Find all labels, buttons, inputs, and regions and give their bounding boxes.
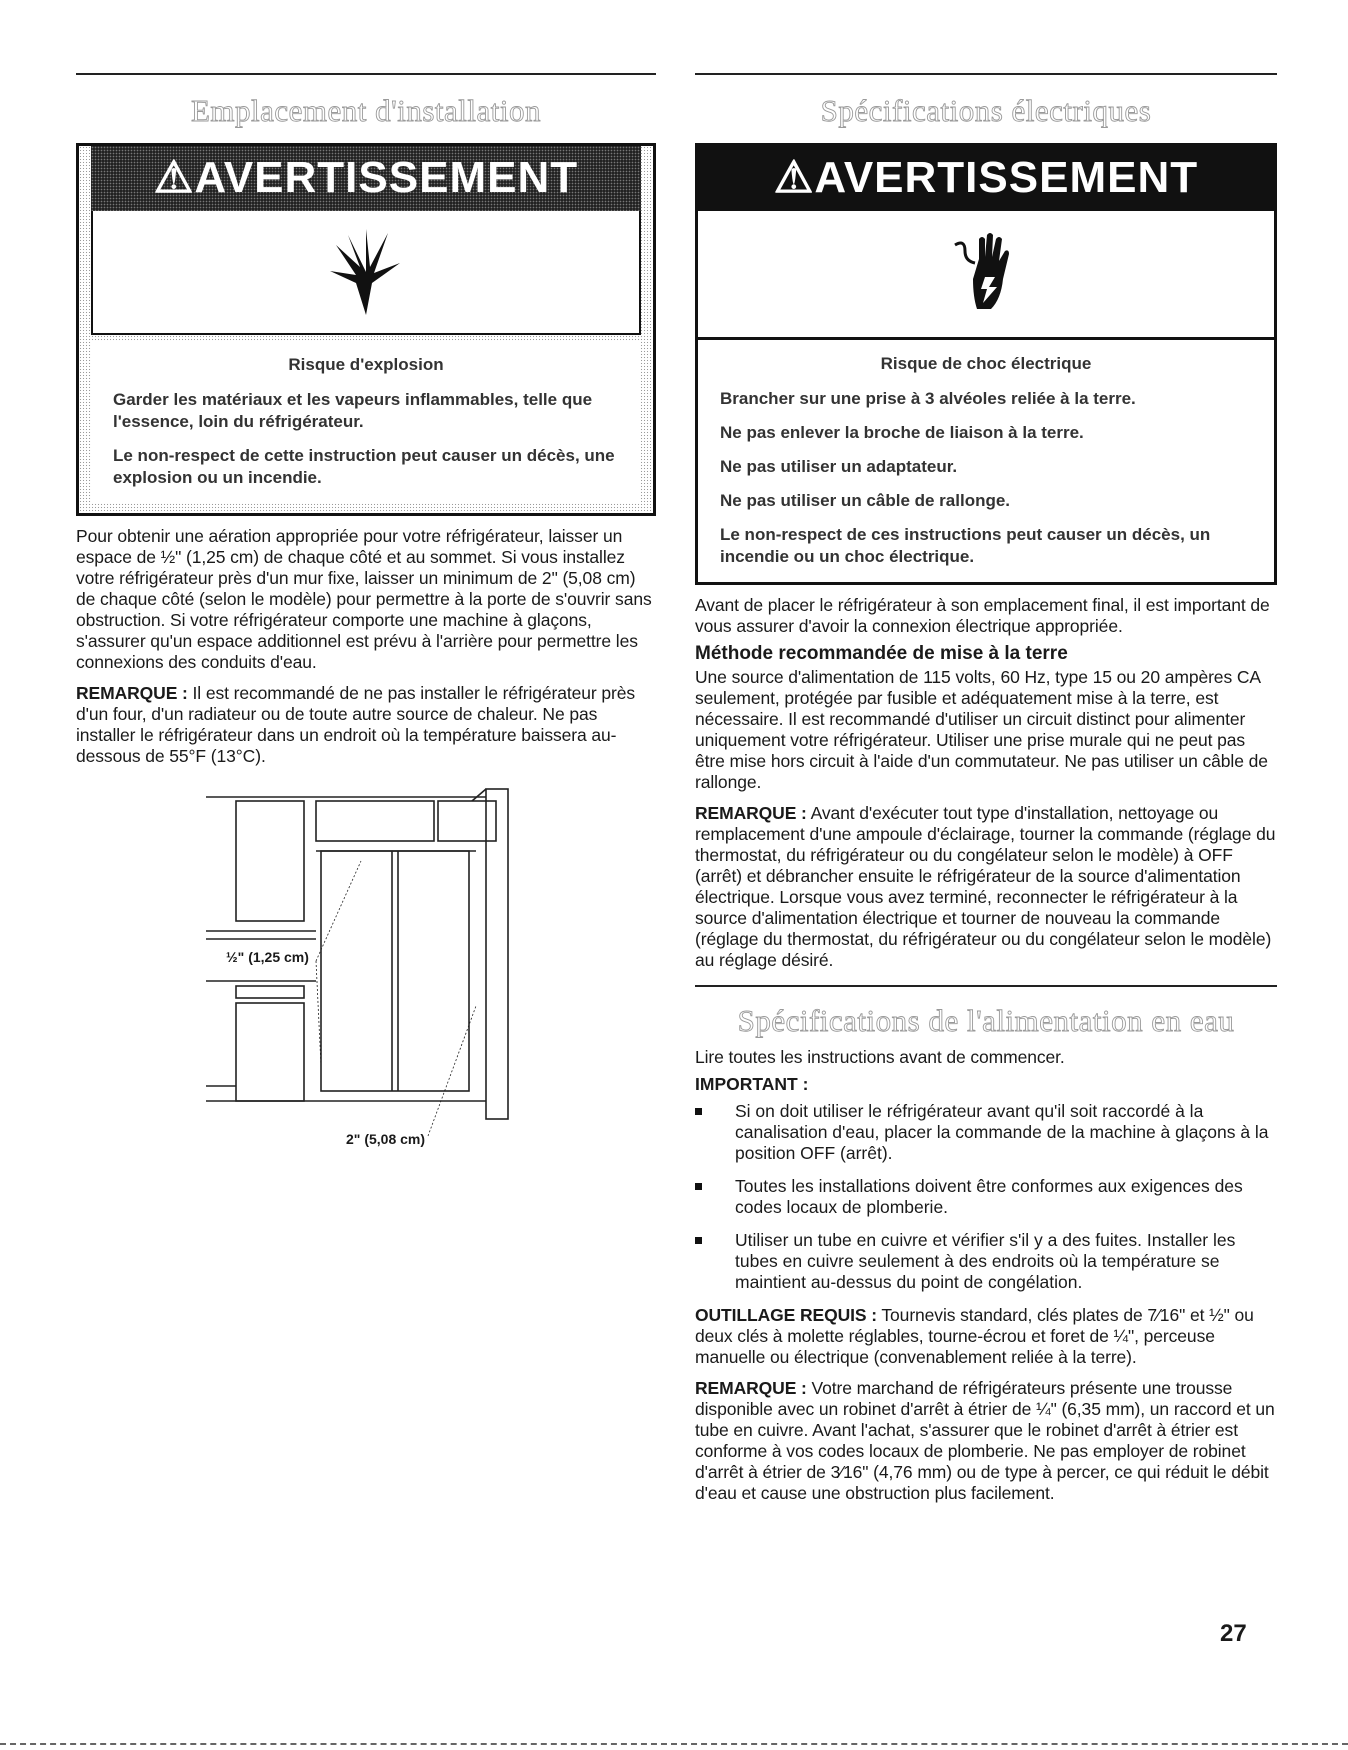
paragraph-power-source: Une source d'alimentation de 115 volts, 60 Hz, type 15 ou 20 ampères CA seulement, protégée par fusible et adéquatement mise à la terre, est nécessaire. Il est recommandé d'utiliser un circuit distinct pour alimenter uniquement votre réfrigérateur. Utiliser une prise murale qui ne peut pas être mise hors circuit à l'aide d'un commutateur. Ne pas utiliser un câble de rallonge. — [695, 667, 1268, 792]
note-paragraph — [695, 803, 1277, 971]
section-divider — [695, 73, 1277, 75]
diagram-label-top-clearance: ½" (1,25 cm) — [226, 949, 309, 965]
warning-line: Brancher sur une prise à 3 alvéoles reliée à la terre. — [720, 389, 1136, 408]
important-label: IMPORTANT : — [695, 1074, 809, 1094]
right-column — [695, 73, 1277, 1510]
tools-paragraph — [695, 1305, 1277, 1368]
note-text: Avant d'exécuter tout type d'installation, nettoyage ou remplacement d'une ampoule d'éclairage, tourner la commande (réglage du thermostat, du réfrigérateur ou du congélateur selon le modèle) à OFF (arrêt) et débrancher ensuite le réfrigérateur de la source d'alimentation électrique. Lorsque vous avez terminé, reconnecter le réfrigérateur à la source d'alimentation électrique et tourner de nouveau la commande (réglage du thermostat, du réfrigérateur ou du congélateur selon le modèle) au réglage désiré. — [695, 803, 1276, 970]
note-label: REMARQUE : — [695, 803, 807, 823]
refrigerator-cabinet-illustration — [76, 781, 656, 1161]
list-item: Toutes les installations doivent être conformes aux exigences des codes locaux de plomberie. — [695, 1176, 1277, 1218]
section-title-electrical: Spécifications électriques — [820, 93, 1152, 128]
warning-body — [698, 340, 1274, 582]
section-title-installation: Emplacement d'installation — [190, 93, 542, 128]
page-bottom-edge — [0, 1743, 1348, 1745]
important-list — [695, 1101, 1277, 1293]
warning-line: Le non-respect de ces instructions peut causer un décès, un incendie ou un choc électrique. — [720, 525, 1211, 566]
electric-shock-hand-icon — [951, 229, 1021, 319]
diagram-label-side-clearance: 2" (5,08 cm) — [346, 1131, 426, 1147]
tools-label: OUTILLAGE REQUIS : — [695, 1305, 877, 1325]
note-label: REMARQUE : — [695, 1378, 807, 1398]
warning-line: Ne pas utiliser un câble de rallonge. — [720, 491, 1011, 510]
warning-line: Ne pas utiliser un adaptateur. — [720, 457, 958, 476]
warning-icon-area — [91, 211, 641, 335]
installation-clearance-diagram — [76, 781, 656, 1161]
list-item: Si on doit utiliser le réfrigérateur avant qu'il soit raccordé à la canalisation d'eau, placer la commande de la machine à glaçons à la position OFF (arrêt). — [695, 1101, 1277, 1164]
left-column — [76, 73, 656, 1161]
warning-subtitle: Risque de choc électrique — [880, 354, 1092, 373]
note-text: Votre marchand de réfrigérateurs présente une trousse disponible avec un robinet d'arrêt à étrier de ¼" (6,35 mm), un raccord et un tube en cuivre. Avant l'achat, s'assurer que le robinet d'arrêt à étrier est conforme à vos codes locaux de plomberie. Ne pas employer de robinet d'arrêt à étrier de 3⁄16" (4,76 mm) ou de type à percer, ce qui réduit le débit d'eau et cause une obstruction plus facilement. — [695, 1378, 1275, 1503]
paragraph-ventilation: Pour obtenir une aération appropriée pour votre réfrigérateur, laisser un espace de ½" (1,25 cm) de chaque côté et au sommet. Si vous installez votre réfrigérateur près d'un mur fixe, laisser un minimum de 2" (5,08 cm) de chaque côté (selon le modèle) pour permettre à la porte de s'ouvrir sans obstruction. Si votre réfrigérateur comporte une machine à glaçons, s'assurer qu'un espace additionnel est prévu à l'arrière pour permettre les connexions des conduits d'eau. — [76, 526, 652, 672]
warning-line: Garder les matériaux et les vapeurs inflammables, telle que l'essence, loin du réfrigérateur. — [113, 390, 593, 431]
tools-text: Tournevis standard, clés plates de 7⁄16" et ½" ou deux clés à molette réglables, tourne-écrou et foret de ¼", perceuse manuelle ou électrique (convenablement reliée à la terre). — [695, 1305, 1254, 1367]
explosion-icon — [326, 227, 406, 317]
note-text: Il est recommandé de ne pas installer le réfrigérateur près d'un four, d'un radiateur ou de toute autre source de chaleur. Ne pas installer le réfrigérateur dans un endroit où la température baissera au-dessous de 55°F (13°C). — [76, 683, 636, 766]
note-paragraph — [695, 1378, 1277, 1504]
warning-subtitle: Risque d'explosion — [288, 355, 444, 374]
paragraph-electrical-intro: Avant de placer le réfrigérateur à son emplacement final, il est important de vous assurer d'avoir la connexion électrique appropriée. — [695, 595, 1270, 636]
warning-line: Le non-respect de cette instruction peut causer un décès, une explosion ou un incendie. — [113, 446, 615, 487]
warning-body — [91, 341, 641, 503]
explosion-warning-box — [76, 143, 656, 516]
section-title-water-supply: Spécifications de l'alimentation en eau — [737, 1003, 1235, 1038]
section-divider — [76, 73, 656, 75]
subheading-grounding: Méthode recommandée de mise à la terre — [695, 643, 1068, 664]
warning-header: ⚠AVERTISSEMENT — [698, 146, 1274, 211]
list-item: Utiliser un tube en cuivre et vérifier s'il y a des fuites. Installer les tubes en cuivre seulement à des endroits où la température se maintient au-dessus du point de congélation. — [695, 1230, 1277, 1293]
electric-warning-box — [695, 143, 1277, 585]
section-divider — [695, 985, 1277, 987]
warning-header: ⚠AVERTISSEMENT — [91, 146, 641, 211]
paragraph-read-instructions: Lire toutes les instructions avant de commencer. — [695, 1047, 1065, 1067]
note-label: REMARQUE : — [76, 683, 188, 703]
page-number: 27 — [1220, 1620, 1247, 1647]
note-paragraph — [76, 683, 656, 767]
warning-icon-area — [698, 211, 1274, 340]
warning-line: Ne pas enlever la broche de liaison à la terre. — [720, 423, 1084, 442]
